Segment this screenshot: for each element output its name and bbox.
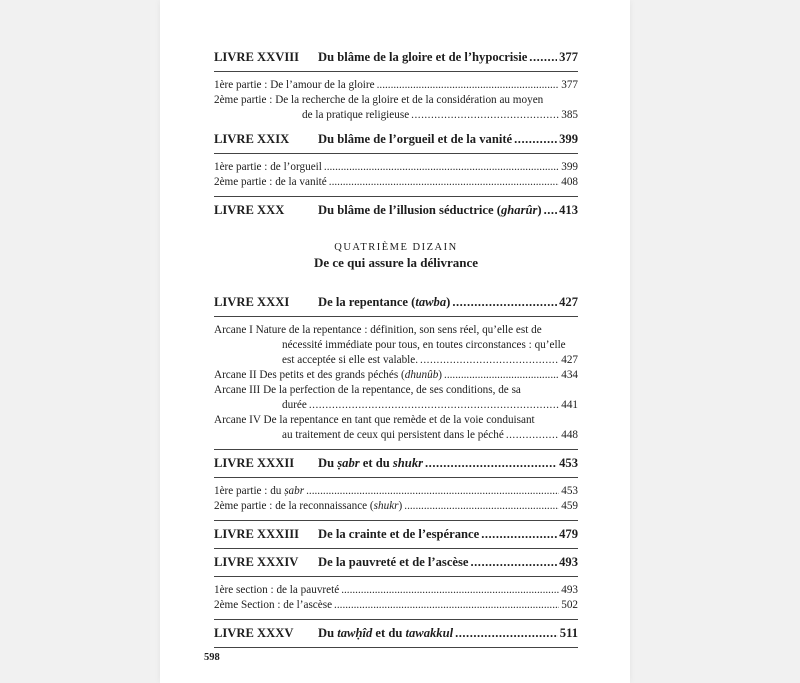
page-number: 511: [559, 626, 578, 640]
divider: [214, 153, 578, 154]
folio-page-number: 598: [204, 652, 220, 663]
livre-number: LIVRE XXXII: [214, 456, 295, 470]
divider: [214, 477, 578, 478]
livre-title: Du blâme de l’orgueil et de la vanité: [318, 132, 513, 146]
livre-number: LIVRE XXVIII: [214, 50, 300, 64]
dot-leader: [444, 368, 559, 383]
dot-leader: [306, 484, 559, 499]
part-label: 2ème partie : de la reconnaissance (shukr): [214, 500, 403, 512]
page-number: 399: [559, 132, 578, 146]
livre-number: LIVRE XXXIII: [214, 527, 300, 541]
part-label: 1ère partie : de l’orgueil: [214, 161, 322, 173]
page-number: 493: [559, 555, 578, 569]
dot-leader: [404, 499, 559, 514]
arcane-label: Arcane III De la perfection de la repentance, de ses conditions, de sa: [214, 384, 521, 396]
dot-leader: [377, 78, 560, 93]
dot-leader: [529, 50, 557, 65]
dot-leader: [341, 583, 559, 598]
page-number: 453: [561, 485, 578, 497]
toc-part: [214, 93, 578, 123]
toc-part: [214, 160, 578, 175]
toc-part: [214, 598, 578, 613]
divider: [214, 619, 578, 620]
dot-leader: [471, 555, 558, 570]
dot-leader: [425, 456, 557, 471]
arcane-label: Arcane I Nature de la repentance : définition, son sens réel, qu’elle est de: [214, 324, 542, 336]
page-number: 377: [559, 50, 578, 64]
toc-livre-31: [214, 295, 578, 310]
livre-title: Du tawḥîd et du tawakkul: [318, 626, 454, 640]
divider: [214, 576, 578, 577]
dot-leader: [506, 428, 559, 443]
livre-title: Du ṣabr et du shukr: [318, 456, 424, 470]
book-page: [160, 0, 630, 683]
page-number: 441: [561, 399, 578, 411]
dot-leader: [514, 132, 557, 147]
part-label: 1ère partie : De l’amour de la gloire: [214, 79, 375, 91]
livre-number: LIVRE XXIX: [214, 132, 290, 146]
part-label: 2ème partie : De la recherche de la gloire et de la considération au moyen: [214, 94, 544, 106]
dot-leader: [309, 398, 559, 413]
toc-arcane: [214, 368, 578, 383]
toc-livre-29: [214, 132, 578, 147]
divider: [214, 316, 578, 317]
page-number: 479: [559, 527, 578, 541]
dot-leader: [420, 353, 559, 368]
arcane-label: au traitement de ceux qui persistent dans le péché: [282, 429, 504, 441]
page-number: 408: [561, 176, 578, 188]
toc-livre-35: [214, 626, 578, 641]
toc-arcane: [214, 323, 578, 368]
toc-livre-28: [214, 50, 578, 65]
dizain-heading: [214, 242, 578, 271]
toc-livre-30: [214, 203, 578, 218]
page-number: 427: [559, 295, 578, 309]
toc-livre-33: [214, 527, 578, 542]
page-number: 427: [561, 354, 578, 366]
toc-livre-34: [214, 555, 578, 570]
part-label: 2ème partie : de la vanité: [214, 176, 327, 188]
divider: [214, 520, 578, 521]
toc-livre-32: [214, 456, 578, 471]
page-number: 493: [561, 584, 578, 596]
page-number: 453: [559, 456, 578, 470]
livre-number: LIVRE XXX: [214, 203, 285, 217]
page-number: 459: [561, 500, 578, 512]
arcane-label: Arcane IV De la repentance en tant que remède et de la voie conduisant: [214, 414, 535, 426]
page-number: 502: [561, 599, 578, 611]
toc-part: [214, 484, 578, 499]
part-label: 2ème Section : de l’ascèse: [214, 599, 333, 611]
livre-title: De la pauvreté et de l’ascèse: [318, 555, 469, 569]
toc-part: [214, 583, 578, 598]
dot-leader: [455, 626, 558, 641]
divider: [214, 449, 578, 450]
livre-number: LIVRE XXXV: [214, 626, 294, 640]
dizain-label: QUATRIÈME DIZAIN: [334, 242, 458, 253]
dot-leader: [324, 160, 559, 175]
part-label: 1ère section : de la pauvreté: [214, 584, 340, 596]
page-number: 385: [561, 109, 578, 121]
table-of-contents: [214, 50, 578, 654]
toc-part: [214, 78, 578, 93]
part-label: 1ère partie : du ṣabr: [214, 485, 305, 497]
arcane-label: est acceptée si elle est valable.: [282, 354, 419, 366]
page-number: 434: [561, 369, 578, 381]
dizain-title: De ce qui assure la délivrance: [313, 255, 479, 270]
toc-part: [214, 175, 578, 190]
livre-title: Du blâme de la gloire et de l’hypocrisie: [318, 50, 528, 64]
livre-title: De la crainte et de l’espérance: [318, 527, 480, 541]
toc-part: [214, 499, 578, 514]
divider: [214, 548, 578, 549]
toc-arcane: [214, 383, 578, 413]
livre-title: Du blâme de l’illusion séductrice (gharûr): [318, 203, 542, 217]
dot-leader: [544, 203, 558, 218]
arcane-label: durée: [282, 399, 307, 411]
toc-arcane: [214, 413, 578, 443]
divider: [214, 647, 578, 648]
dot-leader: [411, 108, 559, 123]
dot-leader: [329, 175, 559, 190]
arcane-label: nécessité immédiate pour tous, en toutes circonstances : qu’elle: [282, 339, 566, 351]
dot-leader: [334, 598, 559, 613]
livre-number: LIVRE XXXI: [214, 295, 290, 309]
arcane-label: Arcane II Des petits et des grands péchés (dhunûb): [214, 369, 443, 381]
livre-number: LIVRE XXXIV: [214, 555, 299, 569]
page-number: 377: [561, 79, 578, 91]
livre-title: De la repentance (tawba): [318, 295, 451, 309]
dot-leader: [452, 295, 557, 310]
divider: [214, 71, 578, 72]
divider: [214, 196, 578, 197]
page-number: 399: [561, 161, 578, 173]
page-number: 448: [561, 429, 578, 441]
page-number: 413: [559, 203, 578, 217]
part-label: de la pratique religieuse: [302, 109, 410, 121]
dot-leader: [481, 527, 557, 542]
